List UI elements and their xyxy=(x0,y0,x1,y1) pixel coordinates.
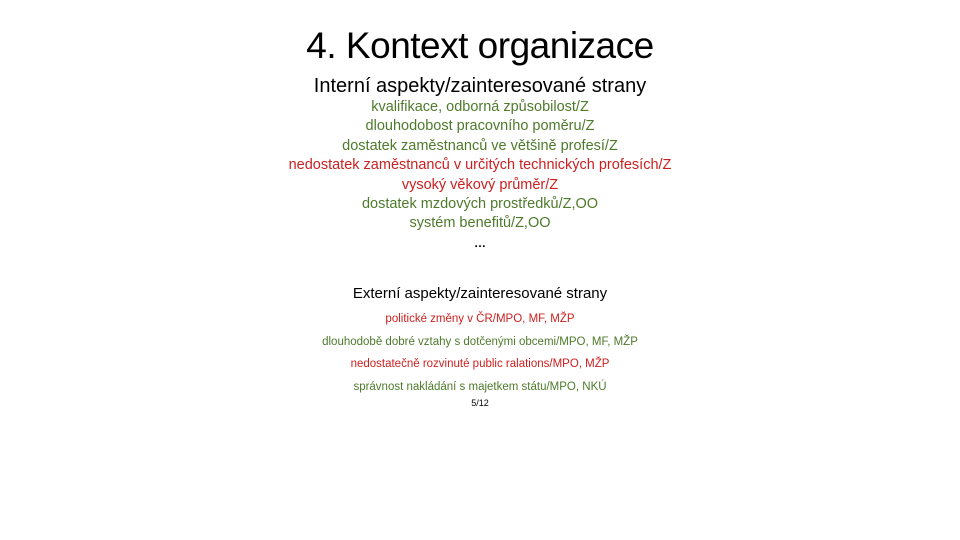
continuation-ellipsis: … xyxy=(474,236,486,250)
list-item: dostatek mzdových prostředků/Z,OO xyxy=(361,196,599,213)
list-item: dostatek zaměstnanců ve většině profesí/Z xyxy=(342,137,618,154)
list-item: dlouhodobost pracovního poměru/Z xyxy=(365,118,595,135)
page-number: 5/12 xyxy=(471,398,489,408)
list-item: kvalifikace, odborná způsobilost/Z xyxy=(371,99,589,115)
list-item: dlouhodobě dobré vztahy s dotčenými obcemi/MPO, MF, MŽP xyxy=(322,335,638,348)
slide-title: 4. Kontext organizace xyxy=(306,25,654,66)
list-item: politické změny v ČR/MPO, MF, MŽP xyxy=(385,313,575,325)
internal-aspects-heading: Interní aspekty/zainteresované strany xyxy=(313,75,647,97)
internal-aspects-list xyxy=(0,98,960,234)
list-item: správnost nakládání s majetkem státu/MPO, NKÚ xyxy=(353,380,607,393)
list-item: nedostatečně rozvinuté public ralations/MPO, MŽP xyxy=(350,358,610,370)
external-aspects-list xyxy=(0,308,960,398)
list-item: nedostatek zaměstnanců v určitých technických profesích/Z xyxy=(288,157,672,174)
list-item: vysoký věkový průměr/Z xyxy=(401,176,559,193)
list-item: systém benefitů/Z,OO xyxy=(409,215,551,232)
external-aspects-heading: Externí aspekty/zainteresované strany xyxy=(352,285,608,302)
